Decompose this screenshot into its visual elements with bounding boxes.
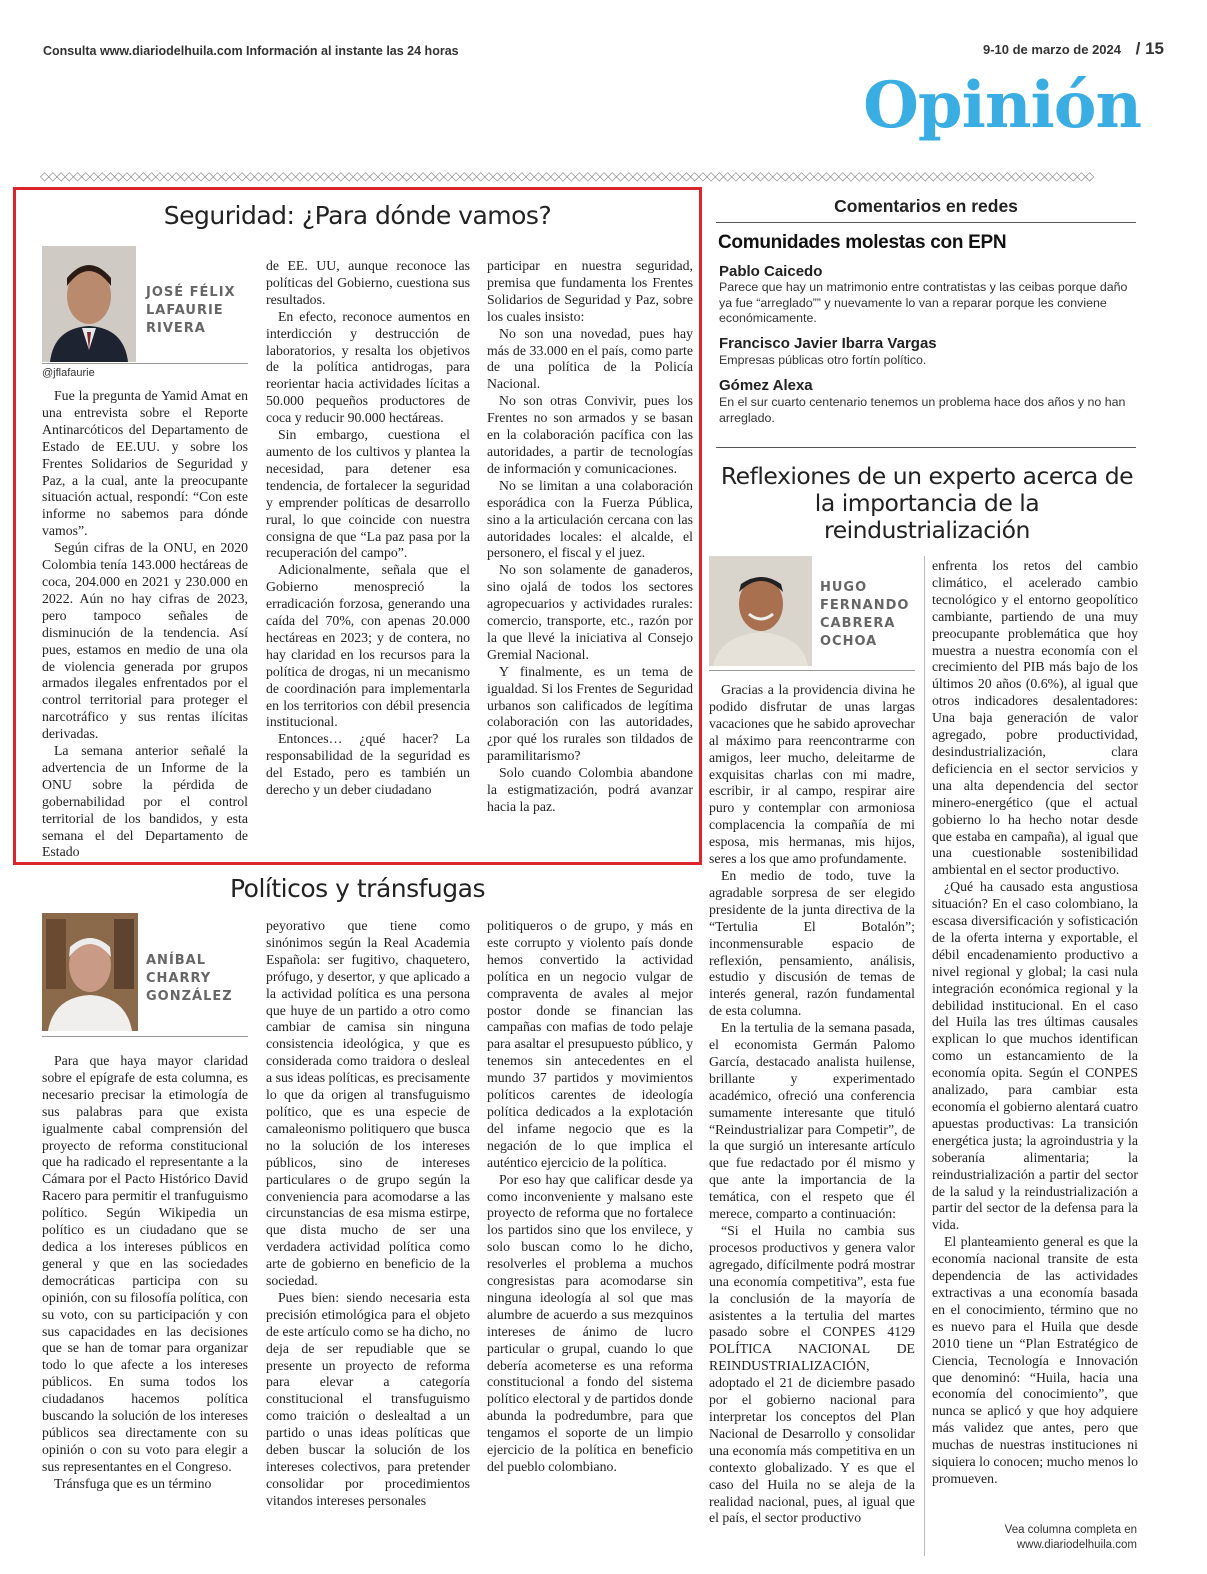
comments-heading: Comentarios en redes	[834, 196, 1018, 216]
section-title: Opinión	[863, 68, 1141, 143]
commenter-name: Gómez Alexa	[719, 377, 813, 394]
article-title-seguridad: Seguridad: ¿Para dónde vamos?	[163, 201, 552, 230]
footer-link[interactable]: www.diariodelhuila.com	[1016, 1539, 1137, 1551]
author-name-charry: ANÍBAL CHARRY GONZÁLEZ	[146, 953, 233, 1004]
article2-body-col1: Para que haya mayor claridad sobre el epígrafe de esta columna, es necesario precisar la etimología de sus palabras para que exista igualmente cabal comprensión del proyecto de reforma constitucional que ha radicado el representante a la Cámara por el Pacto Histórico David Racero para permitir el tranfuguismo político. Según Wikipedia un político es un ciudadano que se dedica a los intereses públicos en general y que en las sociedades democráticas participa con su opinión, con su filosofía política, con su voto, con su participación y con sus capacidades en las decisiones que se han de tomar para organizar todo lo que afecte a los intereses públicos. En suma todos los ciudadanos hacemos política buscando la solución de los intereses públicos sea directamente con su opinión o con su voto para elegir a sus representantes en el Congreso. Tránsfuga que es un término	[42, 1053, 248, 1491]
article2-body-col3: politiqueros o de grupo, y más en este corrupto y violento país donde hemos convertido la actividad política en un negocio vulgar de compraventa de avales al mejor postor donde se financian las campañas con mafias de todo pelaje para asaltar el presupuesto público, y tenemos sin antecedentes en el mundo 37 partidos y movimientos políticos carentes de ideología política dedicados a la explotación del infame negocio que es la negación de lo que implica el auténtico ejercicio de la política. Por eso hay que calificar desde ya como inconveniente y malsano este proyecto de reforma que no fortalece los partidos sino que los envilece, y solo buscan como lo he dicho, resolverles el problema a muchos congresistas para acomodarse sin ninguna ideología al sol que mas alumbre de acuerdo a sus mezquinos intereses de ánimo de lucro particular o grupal, cuando lo que debería acometerse es una reforma constitucional a fondo del sistema político electoral y de partidos donde abunda la podredumbre, para que tengamos el soporte de un limpio ejercicio de la política en beneficio del pueblo colombiano.	[487, 918, 693, 1474]
article-body-col3: participar en nuestra seguridad, premisa que fundamenta los Frentes Solidarios de Seguridad y Paz, sobre los cuales insisto: No son una novedad, pues hay más de 33.000 en el país, como parte de una política de la Policía Nacional. No son otras Convivir, pues los Frentes no son armados y se basan en la colaboración pacífica con las autoridades, a partir de tecnologías de información y comunicaciones. No se limitan a una colaboración esporádica con la Fuerza Pública, sino a la articulación cercana con las autoridades locales: el alcalde, el personero, el fiscal y el juez. No son solamente de ganaderos, sino ojalá de todos los sectores agropecuarios y actividades rurales: comercio, transporte, etc., razón por la que llevé la iniciativa al Consejo Gremial Nacional. Y finalmente, es un tema de igualdad. Si los Frentes de Seguridad urbanos son calificados de legítima colaboración con las autoridades, ¿por qué los rurales son tildados de paramilitarismo? Solo cuando Colombia abandone la estigmatización, podrá avanzar hacia la paz.	[487, 258, 693, 814]
article3-body-col1: Gracias a la providencia divina he podido disfrutar de unas largas vacaciones que he sabido aprovechar al máximo para reencontrarme con amigos, leer mucho, deleitarme de exquisitas charlas con mi madre, escribir, ir al campo, respirar aire puro y contemplar con armoniosa complacencia la compañía de mi esposa, mis hermanas, mis hijos, seres a los que amo profundamente. En medio de todo, tuve la agradable sorpresa de ser elegido presidente de la junta directiva de la “Tertulia El Botalón”; inconmensurable espacio de reflexión, pensamiento, análisis, estudio y discusión de temas de interés general, razón fundamental de esta columna. En la tertulia de la semana pasada, el economista Germán Palomo García, destacado analista huilense, brillante y experimentado académico, ofreció una conferencia sumamente interesante que tituló “Reindustrializar para Competir”, de la que surgió un interesante artículo que fue redactado por él mismo y que ante la importancia de la temática, con el respeto que él merece, comparto a continuación: “Si el Huila no cambia sus procesos productivos y genera valor agregado, difícilmente podrá mostrar una economía competitiva”, esta fue la conclusión de la mayoría de asistentes a la tertulia del martes pasado sobre el CONPES 4129 POLÍTICA NACIONAL DE REINDUSTRIALIZACIÓN, adoptado el 21 de diciembre pasado por el gobierno nacional para interpretar los conceptos del Plan Nacional de Desarrollo y consolidar una economía más competitiva en un contexto globalizado. Y es que el caso del Huila no se aleja de la realidad nacional, pues, al igual que el país, el sector productivo	[709, 682, 915, 1526]
author-photo-charry	[42, 913, 138, 1031]
article3-body-col2: enfrenta los retos del cambio climático, el acelerado cambio tecnológico y el entorno geopolítico cambiante, partiendo de una muy preocupante problemática que hoy muestra a nuestra economía con el crecimiento del PIB más bajo de los últimos 20 años (0.6%), al igual que otros indicadores desalentadores: Una baja generación de valor agregado, pobre productividad, desindustrialización, clara deficiencia en el sector servicios y una alta dependencia del sector minero-energético (que el actual gobierno lo ha hecho notar desde que estaba en campaña), al igual que una cuestionable sostenibilidad ambiental en el sector productivo. ¿Qué ha causado esta angustiosa situación? En el caso colombiano, la escasa diversificación y sofisticación de la oferta interna y exportable, el débil encadenamiento productivo a nivel regional y global; la casi nula integración económica regional y la debilidad institucional. En el caso del Huila las tres últimas causales explican lo que muchos identifican como un estancamiento de la economía opita. Según el CONPES analizado, para cambiar esta economía el gobierno alentará cuatro apuestas productivas: La transición energética justa; la agroindustria y la soberanía alimentaria; la reindustrialización a partir del sector de la salud y la reindustrialización a partir del sector de la defensa para la vida. El planteamiento general es que la economía nacional transite de esta dependencia de las actividades extractivas a una economía basada en el conocimiento, término que no es nuevo para el Huila que desde 2010 tiene un “Plan Estratégico de Ciencia, Tecnología e Innovación que denominó: “Huila, hacia una economía del conocimiento”, que nunca se aplicó y que hoy adquiere más validez que antes, pero que muchas de nuestras instituciones ni siquiera lo conocen; mucho menos lo promueven.	[932, 558, 1138, 1486]
commenter-name: Pablo Caicedo	[719, 263, 823, 280]
comments-topic: Comunidades molestas con EPN	[718, 232, 1007, 253]
article-title-reindustrializacion: Reflexiones de un experto acerca de la importancia de la reindustrialización	[720, 462, 1134, 544]
article-body-col2: de EE. UU, aunque reconoce las políticas del Gobierno, cuestiona sus resultados. En efecto, reconoce aumentos en interdicción y destrucción de laboratorios, y resalta los objetivos de la política antidrogas, para reorientar hacia actividades lícitas a 50.000 pequeños productores de coca y reducir 90.000 hectáreas. Sin embargo, cuestiona el aumento de los cultivos y plantea la necesidad, para detener esa tendencia, de fortalecer la seguridad y emprender políticas de desarrollo rural, lo que coincide con nuestra consigna de que “La paz pasa por la recuperación del campo”. Adicionalmente, señala que el Gobierno menospreció la erradicación forzosa, generando una caída del 70%, con apenas 20.000 hectáreas en 2023; y de contera, no hay claridad en los recursos para la política de drogas, ni un mecanismo de coordinación para implementarla en los territorios con débil presencia institucional. Entonces… ¿qué hacer? La responsabilidad de la seguridad es del Estado, pero es también un derecho y un deber ciudadano	[266, 258, 470, 798]
author-photo-cabrera	[709, 556, 812, 666]
byline-rule	[42, 363, 248, 364]
masthead-line: Consulta www.diariodelhuila.com Información al instante las 24 horas	[43, 44, 459, 58]
author-name-lafaurie: JOSÉ FÉLIX LAFAURIE RIVERA	[146, 285, 236, 336]
issue-date: 9-10 de marzo de 2024	[982, 42, 1121, 57]
article-title-politicos: Políticos y tránsfugas	[229, 874, 485, 903]
author-name-cabrera: HUGO FERNANDO CABRERA OCHOA	[820, 580, 910, 649]
footer-note: Vea columna completa en	[1004, 1524, 1137, 1536]
article-body-col1: Fue la pregunta de Yamid Amat en una entrevista sobre el Reporte Antinarcóticos del Departamento de Estado de EE.UU. y sobre los Frentes Solidarios de Seguridad y Paz, a la cual, ante la preocupante situación actual, respondí: “Con este informe no sabemos para dónde vamos”. Según cifras de la ONU, en 2020 Colombia tenía 143.000 hectáreas de coca, 204.000 en 2021 y 230.000 en 2022. Aún no hay cifras de 2023, pero tampoco señales de disminución de la tendencia. Así pues, estamos en medio de una ola de violencia generada por grupos armados ilegales enfrentados por el control territorial para proteger el narcotráfico y sus rentas ilícitas derivadas. La semana anterior señalé la advertencia de un Informe de la ONU sobre la pérdida de gobernabilidad por el control territorial de los bandidos, y esta semana el del Departamento de Estado	[42, 388, 248, 860]
byline-rule-3	[709, 670, 915, 671]
byline-rule-2	[42, 1036, 248, 1037]
author-handle: @jflafaurie	[42, 367, 95, 379]
comment-text: Empresas públicas otro fortín político.	[719, 353, 927, 367]
comment-text: Parece que hay un matrimonio entre contratistas y las ceibas porque daño ya fue “arreglado”” y nuevamente lo van a reparar porque les conviene económicamente.	[719, 280, 1128, 325]
decorative-border: ◇◇◇◇◇◇◇◇◇◇◇◇◇◇◇◇◇◇◇◇◇◇◇◇◇◇◇◇◇◇◇◇◇◇◇◇◇◇◇◇◇◇◇◇◇◇◇◇◇◇◇◇◇◇◇◇◇◇◇◇◇◇◇◇◇◇◇◇◇◇◇◇◇◇◇◇◇◇◇◇◇◇◇◇◇◇◇◇◇◇◇◇◇◇◇◇◇◇◇◇◇◇◇◇◇◇◇◇◇◇◇◇◇◇◇◇◇◇◇◇◇◇◇◇◇◇◇◇	[40, 169, 1094, 183]
comments-bottom-rule	[716, 447, 1136, 448]
page-number: / 15	[1135, 39, 1164, 58]
comments-rule	[716, 222, 1136, 223]
commenter-name: Francisco Javier Ibarra Vargas	[719, 335, 937, 352]
article2-body-col2: peyorativo que tiene como sinónimos según la Real Academia Española: ser fugitivo, chaquetero, prófugo, y desertor, y que aplicado a la actividad política es una persona que huye de un partido a otro como cambiar de camisa sin ninguna consistencia ideológica, y que es considerada como traidora o desleal a sus ideas políticas, es precisamente lo que da origen al transfuguismo político, que es una especie de camaleonismo politiquero que busca no la solución de los intereses públicos, sino de intereses particulares o de grupo según la conveniencia para acomodarse a las circunstancias de esa misma estirpe, que dista mucho de ser una verdadera actividad política como arte de gobierno en beneficio de la sociedad. Pues bien: siendo necesaria esta precisión etimológica para el objeto de este artículo como se ha dicho, no deja de ser repudiable que se presente un proyecto de reforma para elevar a categoría constitucional el transfuguismo como traición o deslealtad a un partido o unas ideas políticas que deben buscar la solución de los intereses colectivos, para pretender consolidar por procedimientos vitandos intereses personales	[266, 918, 470, 1508]
column-divider	[924, 556, 925, 1556]
comment-text: En el sur cuarto centenario tenemos un problema hace dos años y no han arreglado.	[719, 395, 1126, 425]
author-photo-lafaurie	[42, 246, 136, 362]
